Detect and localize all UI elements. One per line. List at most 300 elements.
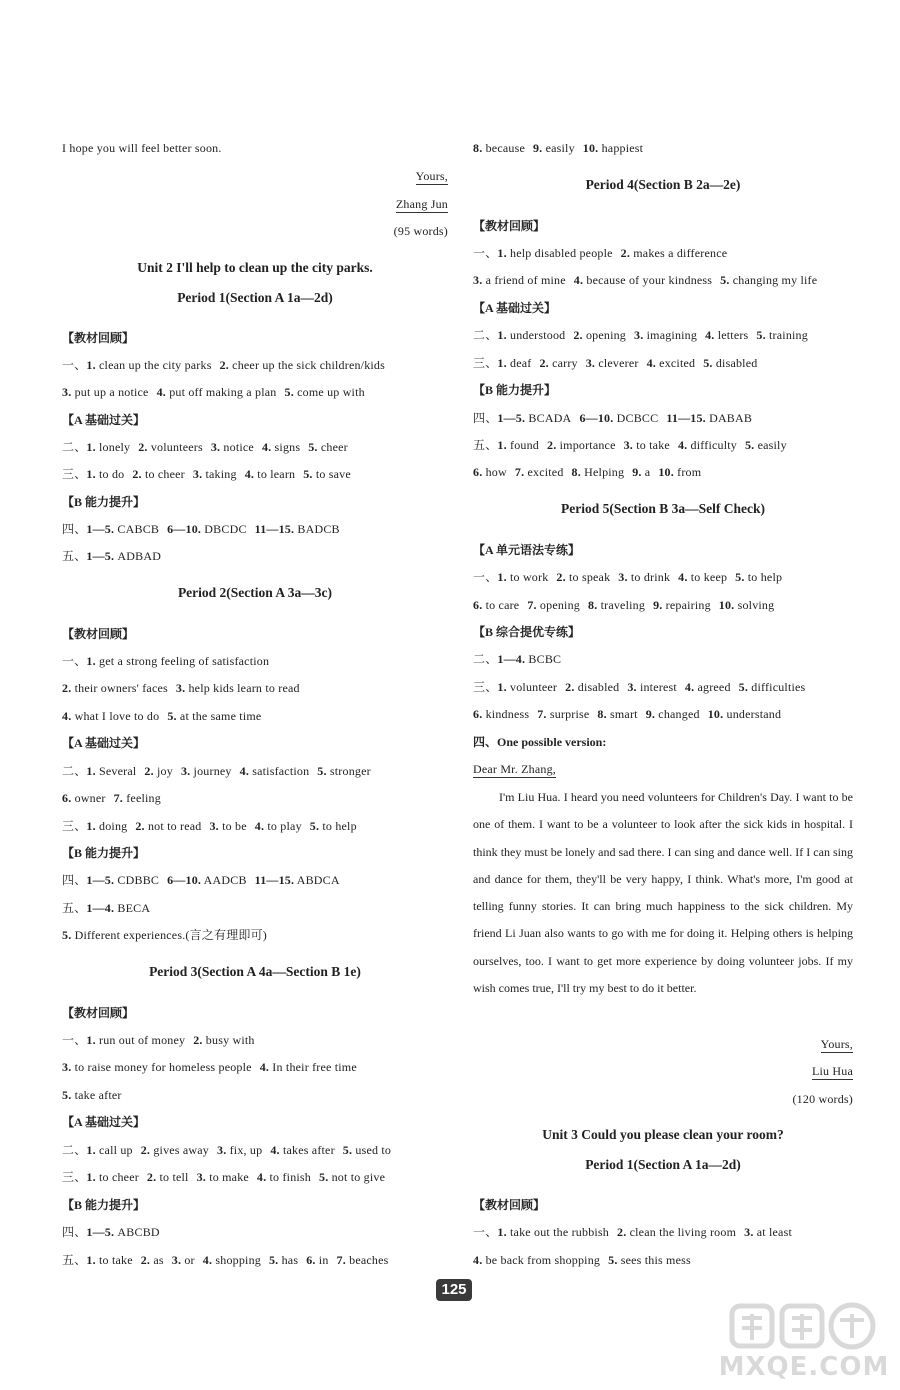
question-number: 4. <box>261 440 272 454</box>
question-number: 2. <box>547 438 557 452</box>
answer-text: volunteer <box>506 680 558 694</box>
answer-line <box>62 763 448 779</box>
subsection-label: 【教材回顾】 <box>62 331 135 345</box>
answer-text: training <box>765 328 808 342</box>
subsection-label: 【教材回顾】 <box>62 1006 135 1020</box>
section-heading: Period 2(Section A 3a—3c) <box>177 585 333 600</box>
page-number: 125 <box>436 1279 472 1301</box>
question-number: 11—15. <box>666 411 706 425</box>
answer-text: CABCB <box>114 522 160 536</box>
question-number: 2. <box>138 440 148 454</box>
answer-text: to save <box>312 467 351 481</box>
answer-text: Several <box>95 764 137 778</box>
answer-text: understood <box>506 328 566 342</box>
section-heading: Period 5(Section B 3a—Self Check) <box>561 501 765 516</box>
question-number: 10. <box>707 707 724 721</box>
answer-line <box>62 818 448 834</box>
question-number: 3. <box>585 356 596 370</box>
answer-text: clean the living room <box>626 1225 737 1239</box>
question-number: 3. <box>473 273 483 287</box>
answer-text: sees this mess <box>617 1253 691 1267</box>
subsection-label: 【A 基础过关】 <box>62 736 146 750</box>
question-number: 8. <box>473 141 483 155</box>
answer-line <box>473 1252 853 1268</box>
question-number: 7. <box>336 1253 346 1267</box>
answer-line <box>473 437 853 453</box>
question-number: 1. <box>86 654 96 668</box>
answer-line <box>473 706 853 722</box>
question-number: 10. <box>718 598 735 612</box>
answer-text: used to <box>352 1143 392 1157</box>
answer-text: feeling <box>123 791 161 805</box>
answer-text: BCADA <box>525 411 572 425</box>
question-number: 2. <box>140 1143 151 1157</box>
answer-text: satisfaction <box>249 764 310 778</box>
question-number: 2. <box>146 1170 157 1184</box>
question-number: 5. <box>62 1088 72 1102</box>
question-number: 6—10. <box>167 873 202 887</box>
answer-text: to take <box>633 438 670 452</box>
answer-text: solving <box>734 598 775 612</box>
answer-text: at the same time <box>176 709 262 723</box>
answer-text: volunteers <box>147 440 203 454</box>
answer-text: put up a notice <box>71 385 149 399</box>
subsection-label: 【B 能力提升】 <box>62 495 146 509</box>
answer-text: put off making a plan <box>166 385 277 399</box>
question-group-number: 一、 <box>62 1033 87 1047</box>
answer-text: understand <box>723 707 782 721</box>
answer-line <box>62 708 448 724</box>
question-number: 3. <box>634 328 644 342</box>
answer-text: notice <box>220 440 254 454</box>
answer-text: opening <box>582 328 627 342</box>
question-number: 4. <box>473 1253 483 1267</box>
answer-text: easily <box>542 141 575 155</box>
question-number: 1—5. <box>86 549 115 563</box>
question-number: 1—5. <box>86 1225 115 1239</box>
question-number: 4. <box>573 273 584 287</box>
question-group-number: 四、 <box>473 411 498 425</box>
question-group-number: 五、 <box>473 438 498 452</box>
answer-line <box>473 679 853 695</box>
answer-text: happiest <box>598 141 644 155</box>
question-number: 10. <box>582 141 599 155</box>
answer-text: a friend of mine <box>482 273 566 287</box>
answer-line <box>473 569 853 585</box>
answer-text: to speak <box>565 570 611 584</box>
question-number: 4. <box>678 570 688 584</box>
question-number: 1. <box>497 570 507 584</box>
question-number: 1. <box>497 1225 507 1239</box>
signature-line: (95 words) <box>393 224 448 238</box>
section-heading: Period 4(Section B 2a—2e) <box>585 177 741 192</box>
answer-text: as <box>150 1253 164 1267</box>
answer-text: come up with <box>293 385 365 399</box>
question-number: 3. <box>196 1170 206 1184</box>
answer-text: changing my life <box>729 273 818 287</box>
question-number: 2. <box>62 681 72 695</box>
answer-text: BADCB <box>294 522 340 536</box>
answer-text: takes after <box>279 1143 335 1157</box>
question-number: 9. <box>645 707 656 721</box>
question-number: 4. <box>705 328 715 342</box>
answer-line <box>473 651 853 667</box>
section-heading: Unit 3 Could you please clean your room? <box>542 1127 784 1142</box>
question-number: 4. <box>156 385 166 399</box>
answer-text: signs <box>271 440 301 454</box>
answer-line <box>473 597 853 613</box>
question-number: 1. <box>497 356 507 370</box>
subsection-label: 【B 能力提升】 <box>62 1198 146 1212</box>
answer-text: because <box>482 141 525 155</box>
answer-text: help disabled people <box>506 246 613 260</box>
answer-text: DCBCC <box>613 411 659 425</box>
question-number: 5. <box>703 356 713 370</box>
question-number: 2. <box>617 1225 627 1239</box>
question-number: 7. <box>527 598 537 612</box>
answer-line <box>473 140 853 156</box>
question-group-number: 一、 <box>62 358 87 372</box>
answer-line <box>62 1032 448 1048</box>
question-number: 2. <box>565 680 575 694</box>
answer-text: cheer up the sick children/kids <box>228 358 386 372</box>
question-number: 2. <box>144 764 154 778</box>
question-number: 4. <box>239 764 250 778</box>
answer-text: joy <box>153 764 173 778</box>
answer-line <box>62 900 448 916</box>
question-number: 1. <box>497 438 507 452</box>
question-number: 7. <box>537 707 547 721</box>
answer-text: call up <box>95 1143 133 1157</box>
question-group-number: 三、 <box>473 356 498 370</box>
answer-text: a <box>641 465 651 479</box>
answer-text: help kids learn to read <box>185 681 300 695</box>
answer-text: Different experiences.(言之有理即可) <box>71 928 267 942</box>
answer-text: clean up the city parks <box>95 358 212 372</box>
answer-text: CDBBC <box>114 873 160 887</box>
answer-line <box>473 464 853 480</box>
question-number: 4. <box>677 438 688 452</box>
answer-text: to be <box>218 819 247 833</box>
underlined-text: Zhang Jun <box>395 197 448 211</box>
question-number: 1. <box>86 358 96 372</box>
question-number: 1. <box>86 819 96 833</box>
question-number: 1. <box>86 1033 96 1047</box>
question-number: 8. <box>588 598 598 612</box>
answer-text: to help <box>744 570 783 584</box>
answer-text: importance <box>556 438 616 452</box>
question-number: 5. <box>735 570 745 584</box>
question-number: 6. <box>473 707 483 721</box>
answer-text: what I love to do <box>71 709 160 723</box>
question-number: 1—4. <box>86 901 115 915</box>
watermark-text: MXQE.COM <box>718 1352 890 1382</box>
answer-text: or <box>181 1253 195 1267</box>
answer-text: letters <box>714 328 749 342</box>
question-number: 5. <box>62 928 72 942</box>
question-number: 3. <box>180 764 191 778</box>
answer-text: lonely <box>95 440 131 454</box>
question-group-number: 二、 <box>62 440 87 454</box>
question-group-number: 二、 <box>62 764 87 778</box>
answer-text: in <box>315 1253 329 1267</box>
subsection-label: 【A 基础过关】 <box>62 413 146 427</box>
answer-text: BCBC <box>525 652 562 666</box>
answer-line <box>62 1169 448 1185</box>
question-number: 3. <box>618 570 628 584</box>
answer-text: to make <box>206 1170 249 1184</box>
question-number: 8. <box>571 465 581 479</box>
answer-line <box>62 1087 448 1103</box>
answer-text: cleverer <box>595 356 639 370</box>
subsection-label: 【A 基础过关】 <box>62 1115 146 1129</box>
answer-text: from <box>673 465 702 479</box>
answer-line <box>62 466 448 482</box>
answer-line <box>62 384 448 400</box>
signature-line <box>62 168 448 184</box>
answer-text: taking <box>202 467 237 481</box>
answer-text: deaf <box>506 356 532 370</box>
answer-text: how <box>482 465 507 479</box>
answer-line <box>62 927 448 943</box>
answer-text: found <box>506 438 540 452</box>
answer-text: to cheer <box>95 1170 139 1184</box>
question-group-number: 三、 <box>62 1170 87 1184</box>
answer-text: to cheer <box>141 467 185 481</box>
question-number: 5. <box>317 764 327 778</box>
section-heading: Period 1(Section A 1a—2d) <box>585 1157 741 1172</box>
question-number: 3. <box>171 1253 182 1267</box>
question-number: 2. <box>135 819 145 833</box>
answer-text: excited <box>655 356 696 370</box>
question-number: 4. <box>646 356 656 370</box>
question-number: 5. <box>720 273 730 287</box>
answer-line <box>62 357 448 373</box>
question-number: 1. <box>497 680 507 694</box>
answer-text: to care <box>482 598 520 612</box>
answer-text: shopping <box>212 1253 261 1267</box>
answer-text: to finish <box>266 1170 311 1184</box>
question-number: 3. <box>62 385 72 399</box>
answer-line <box>473 1224 853 1240</box>
answer-text: repairing <box>662 598 711 612</box>
question-number: 1—5. <box>86 873 115 887</box>
answer-text: their owners' faces <box>71 681 168 695</box>
question-number: 8. <box>597 707 607 721</box>
question-number: 2. <box>539 356 549 370</box>
question-number: 1. <box>86 1253 96 1267</box>
answer-line <box>473 410 853 426</box>
answer-text: gives away <box>150 1143 209 1157</box>
question-number: 2. <box>573 328 583 342</box>
question-number: 6. <box>473 598 483 612</box>
question-number: 3. <box>62 1060 72 1074</box>
question-number: 4. <box>202 1253 213 1267</box>
answer-text: to raise money for homeless people <box>71 1060 252 1074</box>
answer-text: stronger <box>326 764 371 778</box>
answer-text: cheer <box>317 440 348 454</box>
answer-text: because of your kindness <box>583 273 713 287</box>
question-number: 1. <box>86 1170 96 1184</box>
answer-text: to drink <box>627 570 671 584</box>
question-number: 9. <box>653 598 663 612</box>
question-number: 5. <box>167 709 177 723</box>
answer-text: interest <box>636 680 677 694</box>
subsection-label: 【教材回顾】 <box>62 627 135 641</box>
question-number: 2. <box>132 467 142 481</box>
question-number: 1. <box>86 1143 96 1157</box>
question-number: 7. <box>514 465 525 479</box>
question-number: 1. <box>86 467 96 481</box>
question-group-number: 二、 <box>62 1143 87 1157</box>
underlined-text: Yours, <box>415 169 448 183</box>
question-number: 5. <box>268 1253 279 1267</box>
question-group-number: 一、 <box>473 570 498 584</box>
answer-text: to take <box>95 1253 133 1267</box>
answer-text: to learn <box>254 467 296 481</box>
question-group-number: 五、 <box>62 549 87 563</box>
question-number: 6. <box>473 465 483 479</box>
question-number: 2. <box>219 358 229 372</box>
answer-text: take out the rubbish <box>506 1225 609 1239</box>
answer-text: excited <box>524 465 564 479</box>
question-number: 4. <box>270 1143 280 1157</box>
question-group-number: 五、 <box>62 901 87 915</box>
question-number: 5. <box>608 1253 618 1267</box>
question-number: 1. <box>86 764 96 778</box>
question-number: 4. <box>244 467 255 481</box>
answer-line <box>62 1224 448 1240</box>
section-heading: Unit 2 I'll help to clean up the city parks. <box>137 260 373 275</box>
answer-text: traveling <box>597 598 646 612</box>
answer-text: journey <box>190 764 232 778</box>
answer-text: agreed <box>694 680 731 694</box>
question-group-number: 三、 <box>62 467 87 481</box>
question-number: 5. <box>309 819 320 833</box>
question-group-number: 三、 <box>62 819 87 833</box>
answer-text: difficulty <box>687 438 737 452</box>
question-number: 5. <box>319 1170 329 1184</box>
question-group-number: 三、 <box>473 680 498 694</box>
question-number: 3. <box>210 440 221 454</box>
answer-line <box>473 327 853 343</box>
answer-text: be back from shopping <box>482 1253 601 1267</box>
subsection-label: 【教材回顾】 <box>473 219 546 233</box>
answer-text: to help <box>319 819 357 833</box>
question-number: 3. <box>192 467 203 481</box>
answer-text: changed <box>655 707 700 721</box>
answer-text: disabled <box>574 680 620 694</box>
answer-line <box>473 245 853 261</box>
text-line <box>473 761 853 777</box>
answer-text: opening <box>536 598 580 612</box>
question-number: 3. <box>175 681 186 695</box>
question-group-number: 二、 <box>473 328 498 342</box>
answer-text: run out of money <box>95 1033 186 1047</box>
underlined-text: Liu Hua <box>811 1064 853 1078</box>
underlined-text: Dear Mr. Zhang, <box>473 762 556 776</box>
answer-text: has <box>278 1253 299 1267</box>
answer-line <box>473 355 853 371</box>
question-group-number: 五、 <box>62 1253 87 1267</box>
answer-text: to keep <box>687 570 728 584</box>
answer-text: carry <box>548 356 578 370</box>
answer-line <box>62 872 448 888</box>
question-number: 9. <box>632 465 642 479</box>
text-line: I hope you will feel better soon. <box>62 141 222 155</box>
answer-text: fix, up <box>226 1143 263 1157</box>
answer-line <box>62 1059 448 1075</box>
question-number: 1. <box>86 440 96 454</box>
answer-text: DBCDC <box>201 522 247 536</box>
question-number: 5. <box>284 385 294 399</box>
answer-line <box>473 272 853 288</box>
answer-line <box>62 439 448 455</box>
question-number: 6. <box>306 1253 316 1267</box>
answer-text: ADBAD <box>114 549 162 563</box>
question-number: 5. <box>303 467 313 481</box>
answer-text: to tell <box>156 1170 189 1184</box>
watermark <box>718 1300 890 1386</box>
question-number: 10. <box>658 465 674 479</box>
question-group-number: 一、 <box>473 1225 498 1239</box>
underlined-text: Yours, <box>820 1037 853 1051</box>
answer-text: disabled <box>712 356 758 370</box>
question-number: 5. <box>342 1143 353 1157</box>
subsection-label: 【A 单元语法专练】 <box>473 543 581 557</box>
answer-text: owner <box>71 791 106 805</box>
answer-line <box>62 653 448 669</box>
question-number: 3. <box>623 438 634 452</box>
answer-text: BECA <box>114 901 151 915</box>
question-number: 3. <box>209 819 219 833</box>
signature-line <box>62 196 448 212</box>
answer-text: get a strong feeling of satisfaction <box>95 654 270 668</box>
question-number: 3. <box>217 1143 227 1157</box>
question-number: 6—10. <box>579 411 614 425</box>
question-group-number: 一、 <box>62 654 87 668</box>
question-number: 3. <box>627 680 637 694</box>
answer-text: take after <box>71 1088 122 1102</box>
subsection-label: 【A 基础过关】 <box>473 301 557 315</box>
subsection-label: 【B 能力提升】 <box>62 846 146 860</box>
answer-line <box>62 521 448 537</box>
essay-paragraph: I'm Liu Hua. I heard you need volunteers for Children's Day. I want to be one of them. I want to be a volunteer to look after the sick kids in hospital. I think they must be lonely and sad there. I can sing and dance well. If I can sing and dance for them, they'll be very happy, I think. What's more, I'm good at telling funny stories. It can bring much happiness to the sick children. My friend Li Juan also wants to go with me for doing it. Helping others is helping ourselves, too. I want to get more experience by doing volunteer jobs. If my wish comes true, I'll try my best to do it better. <box>473 790 853 996</box>
answer-text: kindness <box>482 707 530 721</box>
question-number: 7. <box>113 791 124 805</box>
answer-text: to do <box>95 467 125 481</box>
subsection-label: 【B 综合提优专练】 <box>473 625 581 639</box>
question-group-number: 四、 <box>62 522 87 536</box>
question-number: 1—4. <box>497 652 526 666</box>
answer-text: at least <box>753 1225 792 1239</box>
signature-line <box>473 1036 853 1052</box>
answer-text: imagining <box>643 328 698 342</box>
signature-line: (120 words) <box>792 1092 853 1106</box>
question-number: 3. <box>744 1225 754 1239</box>
answer-text: ABCBD <box>114 1225 160 1239</box>
answer-text: surprise <box>546 707 590 721</box>
answer-line <box>62 680 448 696</box>
question-number: 4. <box>684 680 695 694</box>
question-number: 4. <box>62 709 72 723</box>
question-number: 9. <box>532 141 543 155</box>
answer-text: DABAB <box>705 411 753 425</box>
answer-text: makes a difference <box>630 246 728 260</box>
answer-text: not to give <box>328 1170 386 1184</box>
watermark-logo-icon <box>728 1300 878 1352</box>
answer-text: ABDCA <box>294 873 340 887</box>
